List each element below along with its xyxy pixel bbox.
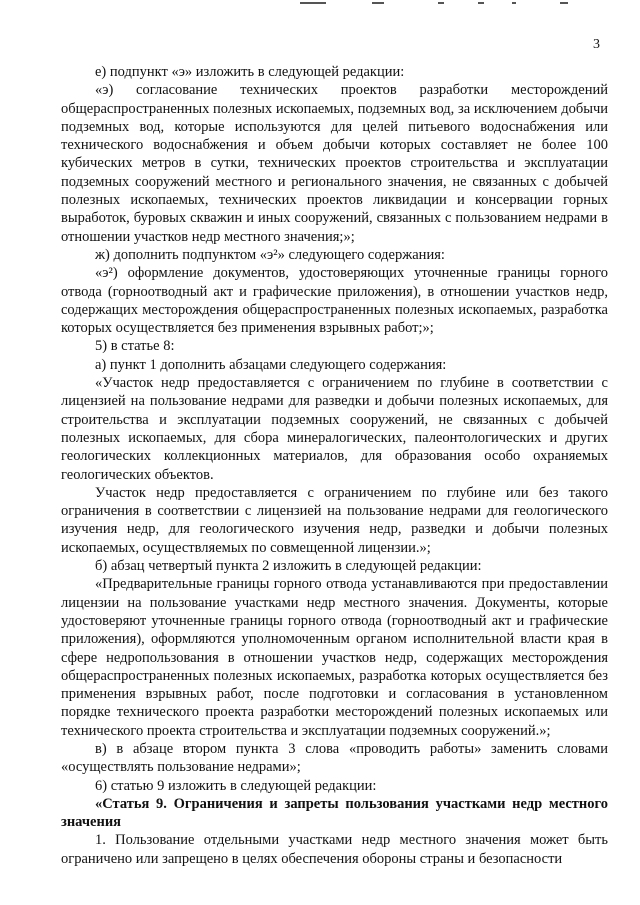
page-number: 3 [593,37,600,52]
paragraph-article-8: 5) в статье 8: [95,338,175,355]
document-body [61,63,608,868]
paragraph-article-9-item-1: 1. Пользование отдельными участками недр местного значения может быть ограничено или запрещено в целях обеспечения обороны страны и безопасности [61,832,608,867]
paragraph-article-9-amend: 6) статью 9 изложить в следующей редакции: [95,777,377,794]
paragraph-item-3-amend: в) в абзаце втором пункта 3 слова «проводить работы» заменить словами «осуществлять пользование недрами»; [61,740,608,776]
paragraph-item-1-amend: а) пункт 1 дополнить абзацами следующего содержания: [95,356,447,373]
paragraph-subitem-e2-text: «э²) оформление документов, удостоверяющих уточненные границы горного отвода (горноотводный акт и графические приложения), в отношении участков недр, содержащих месторождения общераспространенных полезных ископаемых, разработка которых осуществляется без применения взрывных работ;»; [61,265,608,337]
paragraph-depth-limit: «Участок недр предоставляется с ограничением по глубине в соответствии с лицензией на пользование недрами для разведки и добычи полезных ископаемых, для строительства и эксплуатации подземных сооружений, не связанных с добычей полезных ископаемых, для сбора минералогических, палеонтологических и других геологических коллекционных материалов, для образования особо охраняемых геологических объектов. [61,375,608,483]
paragraph-amend-zh: ж) дополнить подпунктом «э²» следующего содержания: [95,246,445,263]
scan-top-marks [0,2,640,8]
paragraph-depth-optional: Участок недр предоставляется с ограничением по глубине или без такого ограничения в соответствии с лицензией на пользование недрами для геологического изучения недр, для геологического изучения недр, разведки и добычи полезных ископаемых, осуществляемых по совмещенной лицензии.»; [61,484,608,556]
paragraph-item-2-amend: б) абзац четвертый пункта 2 изложить в следующей редакции: [95,558,482,575]
article-9-heading: «Статья 9. Ограничения и запреты пользования участками недр местного значения [61,795,608,831]
paragraph-mining-allotment: «Предварительные границы горного отвода устанавливаются при предоставлении лицензии на пользование участками недр местного значения. Документы, которые удостоверяют уточненные границы горного отвода (горноотводный акт и графические приложения), оформляются уполномоченным органом исполнительной власти края в сфере недропользования в отношении участков недр, содержащих месторождения общераспространенных полезных ископаемых, разработка которых осуществляется без применения взрывных работ, после подготовки и согласования в установленном порядке технического проекта разработки месторождений полезных ископаемых или технического проекта строительства и эксплуатации подземных сооружений.»; [61,576,608,739]
paragraph-subitem-e-text: «э) согласование технических проектов разработки месторождений общераспространенных полезных ископаемых, подземных вод, за исключением добычи подземных вод, которые используются для целей питьевого водоснабжения или технического водоснабжения и объем добычи которых составляет не более 100 кубических метров в сутки, технических проектов строительства и эксплуатации подземных сооружений местного и регионального значения, не связанных с добычей полезных ископаемых, технических проектов ликвидации и консервации горных выработок, буровых скважин и иных сооружений, связанных с пользованием недрами в отношении участков недр местного значения;»; [61,82,608,245]
paragraph-amend-e: е) подпункт «э» изложить в следующей редакции: [95,64,405,80]
